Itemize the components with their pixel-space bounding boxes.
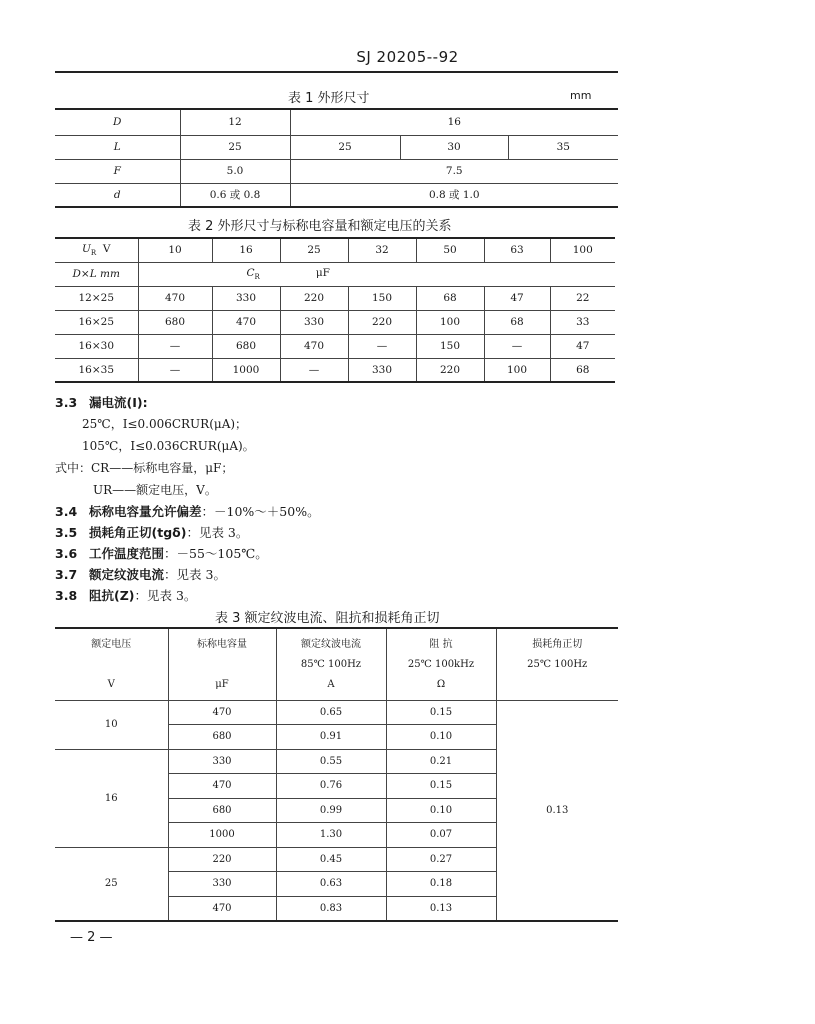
cell: 68 bbox=[484, 310, 550, 334]
voltage-cell: 10 bbox=[138, 238, 212, 262]
voltage-cell: 25 bbox=[55, 847, 168, 921]
table-row bbox=[55, 358, 615, 382]
cell: 22 bbox=[550, 286, 615, 310]
cell: 470 bbox=[280, 334, 348, 358]
cell: 470 bbox=[168, 896, 276, 921]
cell: 330 bbox=[168, 749, 276, 774]
cell: 68 bbox=[416, 286, 484, 310]
cell: 0.8 或 1.0 bbox=[290, 183, 618, 207]
section-3-8: 3.8 阻抗(Z)：见表 3。 bbox=[55, 588, 197, 603]
cell: 220 bbox=[416, 358, 484, 382]
cell: 1000 bbox=[212, 358, 280, 382]
row-label: d bbox=[55, 183, 180, 207]
cell: 30 bbox=[400, 135, 508, 159]
cell: 0.83 bbox=[276, 896, 386, 921]
cell: 470 bbox=[212, 310, 280, 334]
section-3-7: 3.7 额定纹波电流：见表 3。 bbox=[55, 567, 226, 582]
cell: — bbox=[280, 358, 348, 382]
tan-value-cell: 0.13 bbox=[496, 700, 618, 921]
cell: 680 bbox=[138, 310, 212, 334]
cell: 25 bbox=[290, 135, 400, 159]
cell: 0.18 bbox=[386, 872, 496, 897]
cell: 150 bbox=[348, 286, 416, 310]
cell: 0.65 bbox=[276, 700, 386, 725]
header-voltage: 额定电压 V bbox=[55, 628, 168, 700]
row-label: L bbox=[55, 135, 180, 159]
table-row bbox=[55, 700, 618, 725]
voltage-cell: 50 bbox=[416, 238, 484, 262]
table1-caption: 表 1 外形尺寸 bbox=[288, 91, 370, 106]
page-number: — 2 — bbox=[70, 930, 113, 945]
table1-row-f bbox=[55, 159, 618, 183]
size-cell: 16×30 bbox=[55, 334, 138, 358]
table2-voltage-row bbox=[55, 238, 615, 262]
cell: 0.27 bbox=[386, 847, 496, 872]
table1-row-d-upper bbox=[55, 109, 618, 135]
cell: 5.0 bbox=[180, 159, 290, 183]
cell: 47 bbox=[550, 334, 615, 358]
formula-105c: 105℃，I≤0.036CRUR(μA)。 bbox=[82, 439, 255, 453]
cell: 47 bbox=[484, 286, 550, 310]
cell: 220 bbox=[280, 286, 348, 310]
cell: 0.6 或 0.8 bbox=[180, 183, 290, 207]
section-3-5: 3.5 损耗角正切(tgδ)：见表 3。 bbox=[55, 525, 249, 540]
cell: 220 bbox=[168, 847, 276, 872]
cell: 680 bbox=[168, 725, 276, 750]
row-label: D bbox=[55, 109, 180, 135]
table1-row-l bbox=[55, 135, 618, 159]
cell: 0.55 bbox=[276, 749, 386, 774]
table1 bbox=[55, 108, 618, 208]
header-tan: 损耗角正切 25℃ 100Hz bbox=[496, 628, 618, 700]
cell: 33 bbox=[550, 310, 615, 334]
table1-row-d-lower bbox=[55, 183, 618, 207]
cell: 16 bbox=[290, 109, 618, 135]
cell: 150 bbox=[416, 334, 484, 358]
cell: 0.15 bbox=[386, 774, 496, 799]
cell: 7.5 bbox=[290, 159, 618, 183]
cell: 0.15 bbox=[386, 700, 496, 725]
voltage-cell: 63 bbox=[484, 238, 550, 262]
cell: 1000 bbox=[168, 823, 276, 848]
cell: 220 bbox=[348, 310, 416, 334]
cell: 12 bbox=[180, 109, 290, 135]
table1-unit: mm bbox=[570, 89, 592, 102]
cell: 330 bbox=[168, 872, 276, 897]
voltage-cell: 16 bbox=[212, 238, 280, 262]
cell: — bbox=[138, 358, 212, 382]
voltage-cell: 100 bbox=[550, 238, 615, 262]
section-3-3: 3.3 漏电流(I): bbox=[55, 395, 148, 410]
cell: 0.21 bbox=[386, 749, 496, 774]
cell: 470 bbox=[168, 774, 276, 799]
table2-unit-row bbox=[55, 262, 615, 286]
cell: 0.45 bbox=[276, 847, 386, 872]
table-row bbox=[55, 286, 615, 310]
table3 bbox=[55, 627, 618, 922]
cell: 1.30 bbox=[276, 823, 386, 848]
cell: 330 bbox=[212, 286, 280, 310]
table-row bbox=[55, 310, 615, 334]
table2 bbox=[55, 237, 615, 383]
cell: 0.63 bbox=[276, 872, 386, 897]
cell: 680 bbox=[212, 334, 280, 358]
cell: — bbox=[138, 334, 212, 358]
voltage-cell: 16 bbox=[55, 749, 168, 847]
cell: 0.91 bbox=[276, 725, 386, 750]
cell: 0.76 bbox=[276, 774, 386, 799]
table3-header-row bbox=[55, 628, 618, 700]
header-capacitance: 标称电容量 μF bbox=[168, 628, 276, 700]
definition-cr: 式中：CR——标称电容量，μF； bbox=[55, 461, 234, 475]
cell: 470 bbox=[168, 700, 276, 725]
cell: 100 bbox=[416, 310, 484, 334]
cell: 0.13 bbox=[386, 896, 496, 921]
cell: 330 bbox=[280, 310, 348, 334]
cell: 25 bbox=[180, 135, 290, 159]
cell: 68 bbox=[550, 358, 615, 382]
cell: 100 bbox=[484, 358, 550, 382]
cell: — bbox=[484, 334, 550, 358]
table-row bbox=[55, 334, 615, 358]
definition-ur: UR——额定电压，V。 bbox=[93, 483, 217, 497]
ur-header: $U_R$ V bbox=[55, 238, 138, 262]
voltage-cell: 10 bbox=[55, 700, 168, 749]
header-impedance: 阻 抗 25℃ 100kHz Ω bbox=[386, 628, 496, 700]
cell: 470 bbox=[138, 286, 212, 310]
row-label: F bbox=[55, 159, 180, 183]
cell: 0.07 bbox=[386, 823, 496, 848]
formula-25c: 25℃，I≤0.006CRUR(μA)； bbox=[82, 417, 248, 431]
cell: — bbox=[348, 334, 416, 358]
size-cell: 16×25 bbox=[55, 310, 138, 334]
table3-caption: 表 3 额定纹波电流、阻抗和损耗角正切 bbox=[215, 611, 440, 626]
voltage-cell: 25 bbox=[280, 238, 348, 262]
cell: 330 bbox=[348, 358, 416, 382]
size-cell: 12×25 bbox=[55, 286, 138, 310]
cell: 0.99 bbox=[276, 798, 386, 823]
header-ripple: 额定纹波电流 85℃ 100Hz A bbox=[276, 628, 386, 700]
voltage-cell: 32 bbox=[348, 238, 416, 262]
cell: 35 bbox=[508, 135, 618, 159]
section-3-6: 3.6 工作温度范围：－55～105℃。 bbox=[55, 546, 268, 561]
table2-caption: 表 2 外形尺寸与标称电容量和额定电压的关系 bbox=[188, 219, 452, 234]
cell: 0.10 bbox=[386, 798, 496, 823]
size-cell: 16×35 bbox=[55, 358, 138, 382]
dxl-header: D×L mm bbox=[55, 262, 138, 286]
section-3-4: 3.4 标称电容量允许偏差：－10%～＋50%。 bbox=[55, 504, 320, 519]
cell: 680 bbox=[168, 798, 276, 823]
cell: 0.10 bbox=[386, 725, 496, 750]
cr-header: $C_R$ μF bbox=[138, 262, 615, 286]
header-rule bbox=[55, 71, 618, 73]
document-header: SJ 20205--92 bbox=[356, 48, 459, 66]
